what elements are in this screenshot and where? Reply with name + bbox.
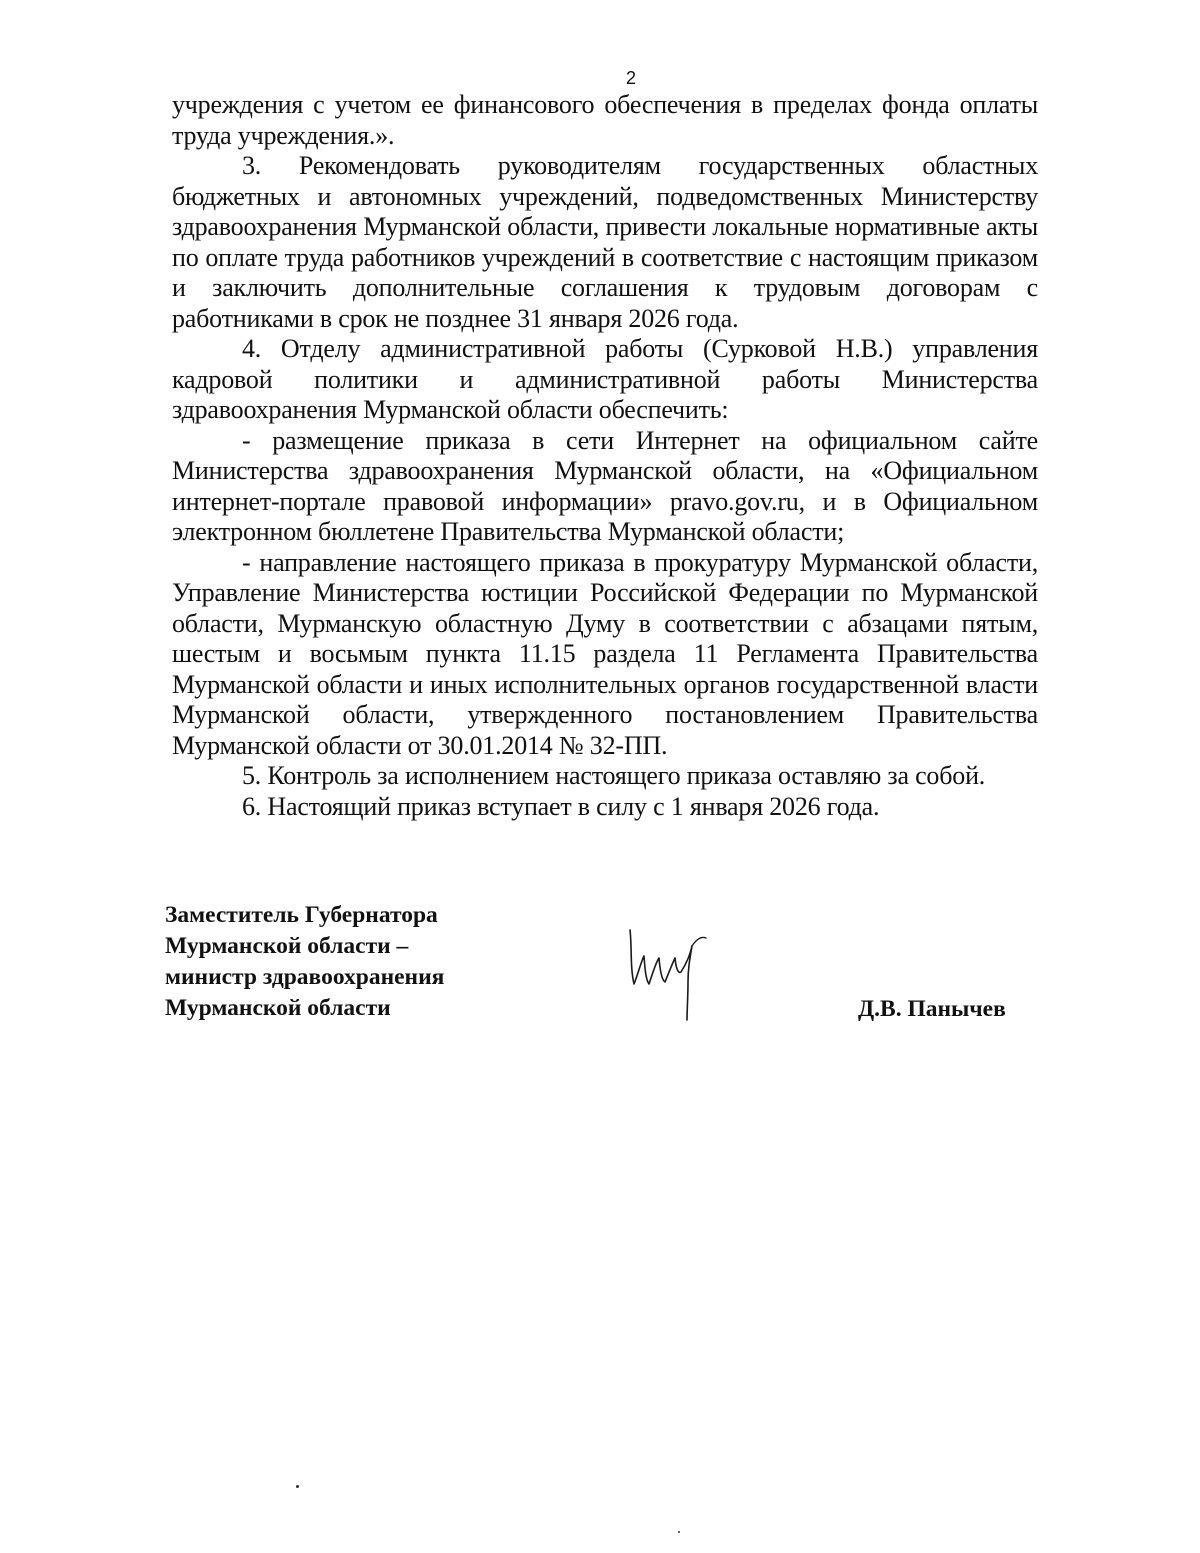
paragraph-item-5: 5. Контроль за исполнением настоящего приказа оставляю за собой. [242,761,986,790]
paragraph-continuation: учреждения с учетом ее финансового обеспечения в пределах фонда оплаты труда учреждения.». [172,90,1038,150]
paragraph-bullet-distribution: - направление настоящего приказа в прокуратуру Мурманской области, Управление Министерства юстиции Российской Федерации по Мурманской области, Мурманскую областную Думу в соответствии с абзацами пятым, шестым и восьмым пункта 11.15 раздела 11 Регламента Правительства Мурманской области и иных исполнительных органов государственной власти Мурманской области, утвержденного постановлением Правительства Мурманской области от 30.01.2014 № 32-ПП. [172,547,1038,760]
paragraph-item-4: 4. Отделу административной работы (Сурковой Н.В.) управления кадровой политики и административной работы Министерства здравоохранения Мурманской области обеспечить: [172,334,1038,424]
signatory-title-line: Заместитель Губернатора [165,902,438,928]
paragraph-item-3: 3. Рекомендовать руководителям государственных областных бюджетных и автономных учреждений, подведомственных Министерству здравоохранения Мурманской области, привести локальные нормативные акты по оплате труда работников учреждений в соответствие с настоящим приказом и заключить дополнительные соглашения к трудовым договорам с работниками в срок не позднее 31 января 2026 года. [172,151,1038,333]
signatory-title [165,900,444,1024]
document-body [172,90,1038,822]
handwritten-signature [618,912,718,1022]
paragraph-bullet-publication: - размещение приказа в сети Интернет на официальном сайте Министерства здравоохранения Мурманской области, на «Официальном интернет-портале правовой информации» pravo.gov.ru, и в Официальном электронном бюллетене Правительства Мурманской области; [172,425,1038,546]
signatory-title-line: министр здравоохранения [165,964,445,990]
signatory-title-line: Мурманской области – [165,933,409,959]
scan-speck [296,1485,299,1488]
signatory-title-line: Мурманской области [165,995,391,1021]
scan-speck [678,1531,680,1533]
signatory-name: Д.В. Панычев [858,996,1006,1022]
page-number: 2 [625,68,636,88]
paragraph-item-6: 6. Настоящий приказ вступает в силу с 1 января 2026 года. [242,791,880,821]
